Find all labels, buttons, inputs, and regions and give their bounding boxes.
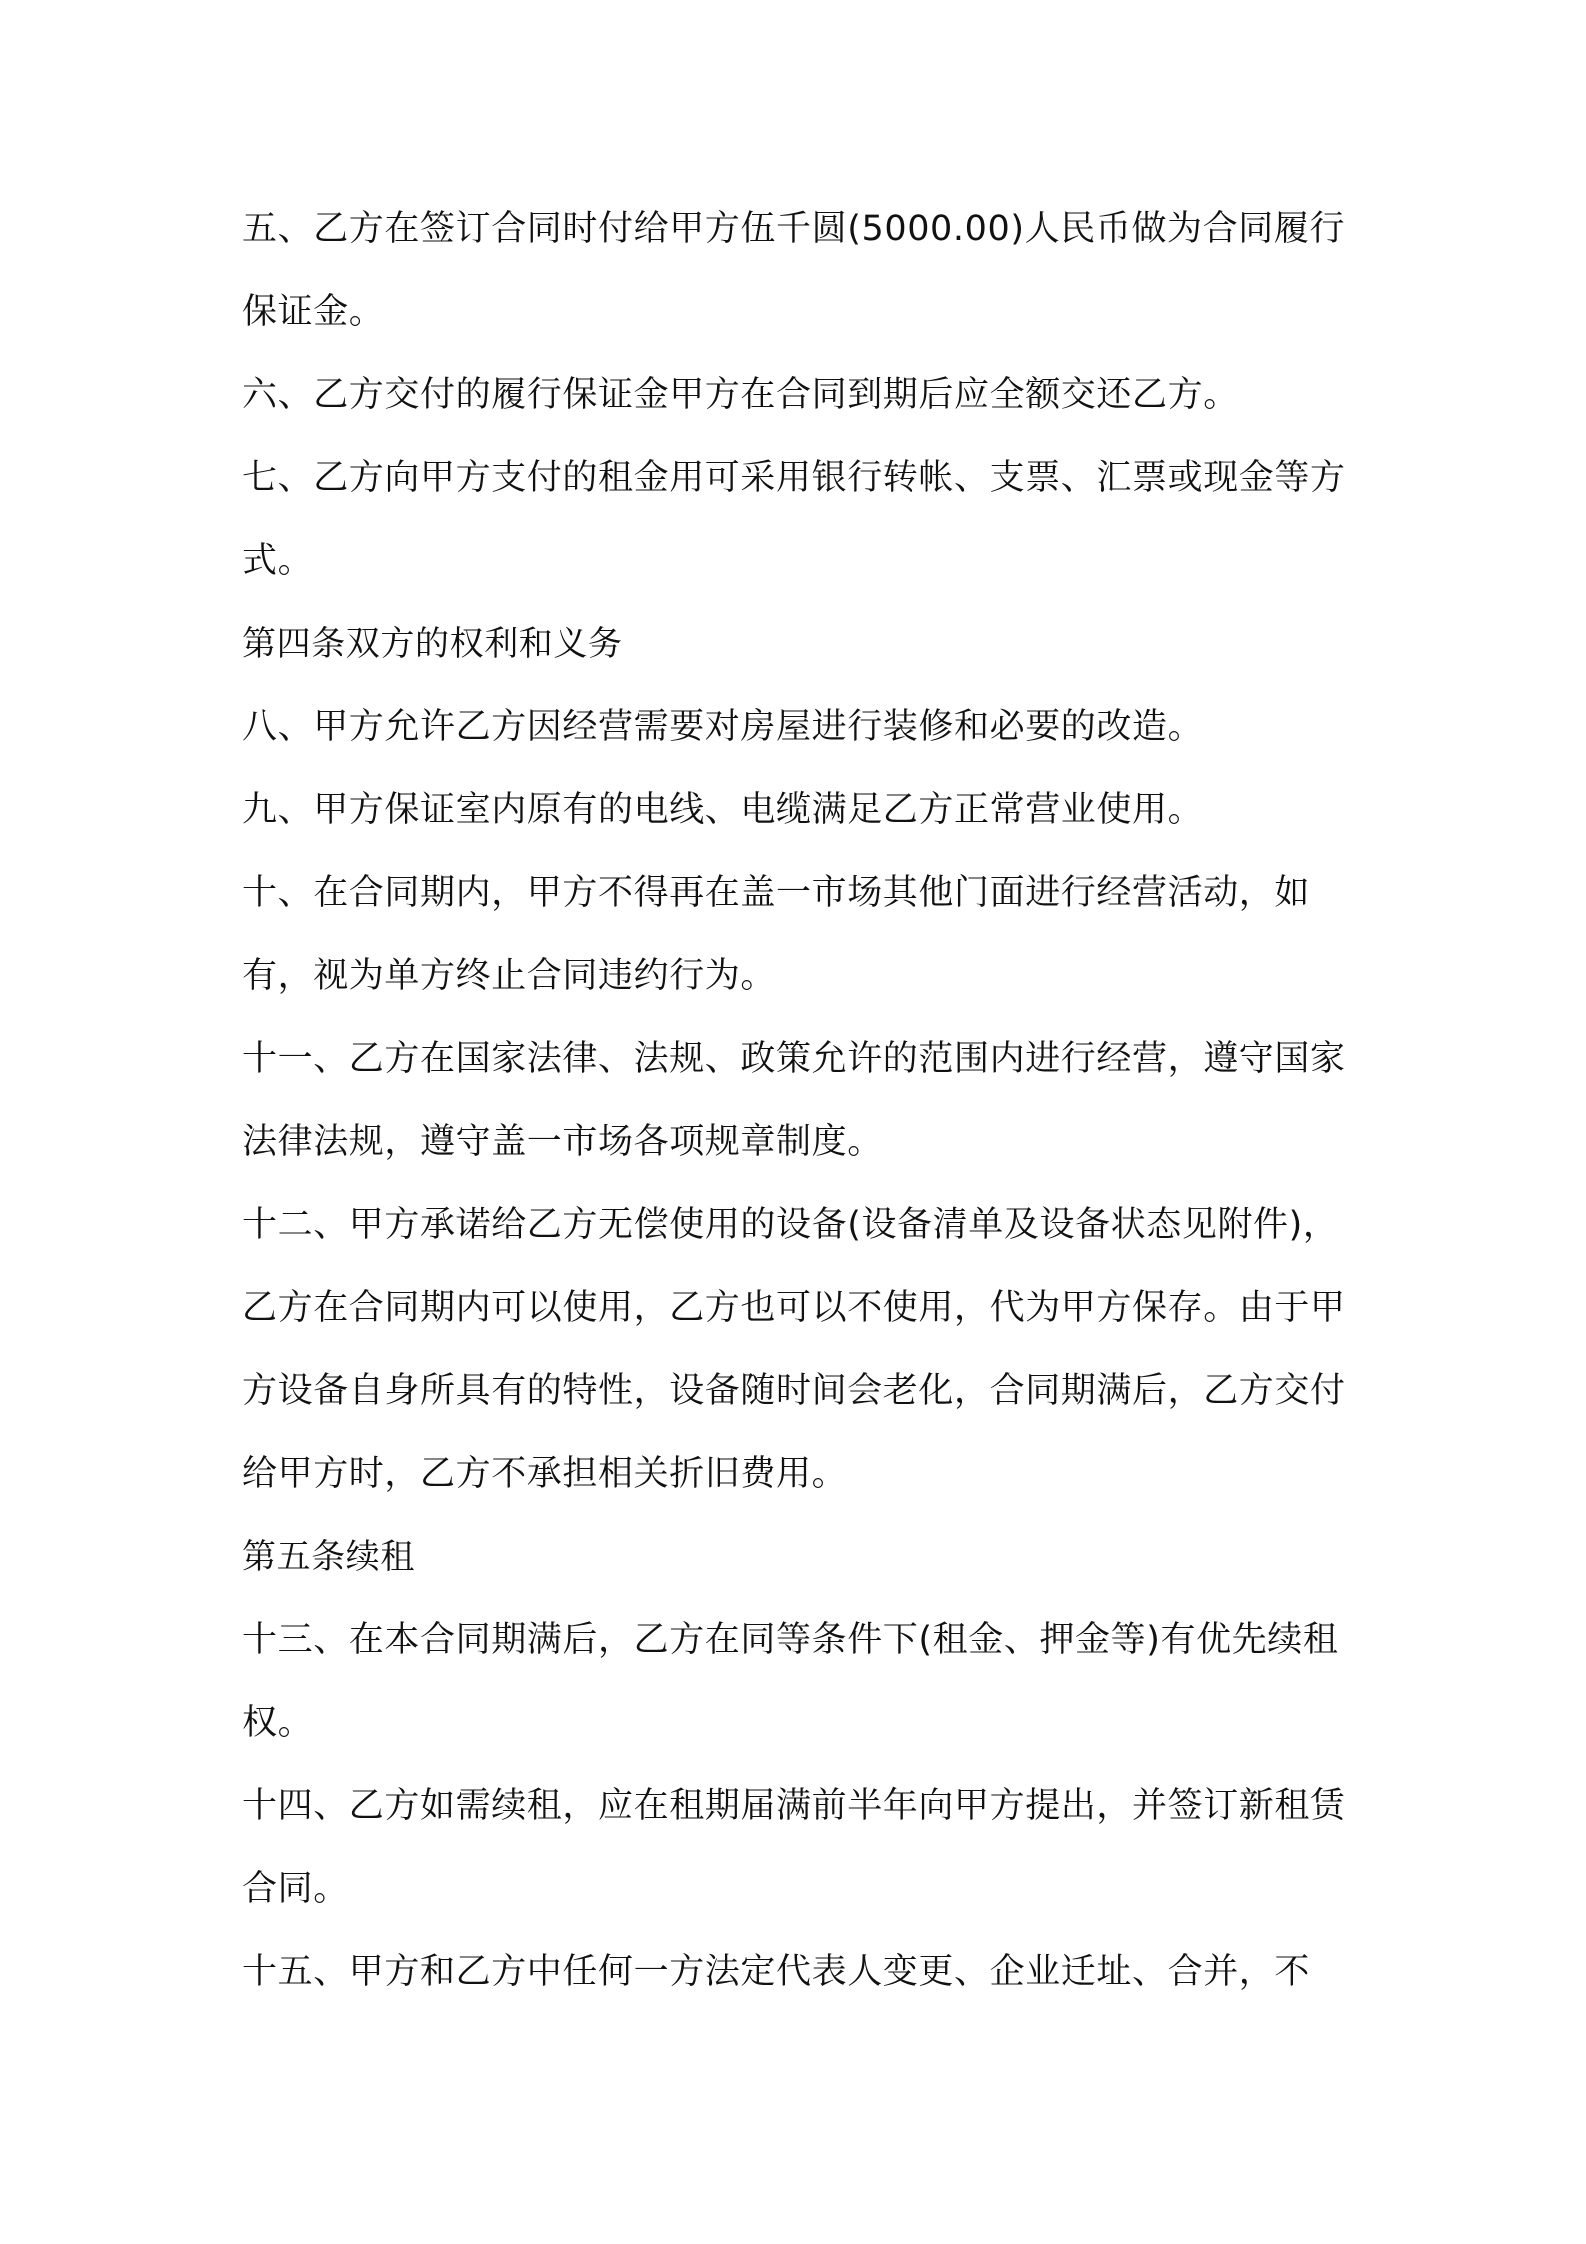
section-heading-5: 第五条续租	[242, 1537, 415, 1577]
clause-9: 九、甲方保证室内原有的电线、电缆满足乙方正常营业使用。	[242, 790, 1204, 830]
clause-7: 七、乙方向甲方支付的租金用可采用银行转帐、支票、汇票或现金等方式。	[242, 458, 1346, 581]
section-heading-4: 第四条双方的权利和义务	[242, 624, 623, 664]
clause-8: 八、甲方允许乙方因经营需要对房屋进行装修和必要的改造。	[242, 707, 1204, 747]
document-body	[242, 188, 1362, 2014]
clause-12: 十二、甲方承诺给乙方无偿使用的设备(设备清单及设备状态见附件)，乙方在合同期内可以使用，乙方也可以不使用，代为甲方保存。由于甲方设备自身所具有的特性，设备随时间会老化，合同期满后，乙方交付给甲方时，乙方不承担相关折旧费用。	[242, 1205, 1346, 1494]
clause-15: 十五、甲方和乙方中任何一方法定代表人变更、企业迁址、合并，不	[242, 1952, 1311, 1992]
clause-11: 十一、乙方在国家法律、法规、政策允许的范围内进行经营，遵守国家法律法规，遵守盖一市场各项规章制度。	[242, 1039, 1346, 1162]
clause-6: 六、乙方交付的履行保证金甲方在合同到期后应全额交还乙方。	[242, 375, 1239, 415]
clause-14: 十四、乙方如需续租，应在租期届满前半年向甲方提出，并签订新租赁合同。	[242, 1786, 1346, 1909]
clause-13: 十三、在本合同期满后，乙方在同等条件下(租金、押金等)有优先续租权。	[242, 1620, 1339, 1743]
clause-5: 五、乙方在签订合同时付给甲方伍千圆(5000.00)人民币做为合同履行保证金。	[242, 209, 1346, 332]
clause-10: 十、在合同期内，甲方不得再在盖一市场其他门面进行经营活动，如有，视为单方终止合同违约行为。	[242, 873, 1311, 996]
